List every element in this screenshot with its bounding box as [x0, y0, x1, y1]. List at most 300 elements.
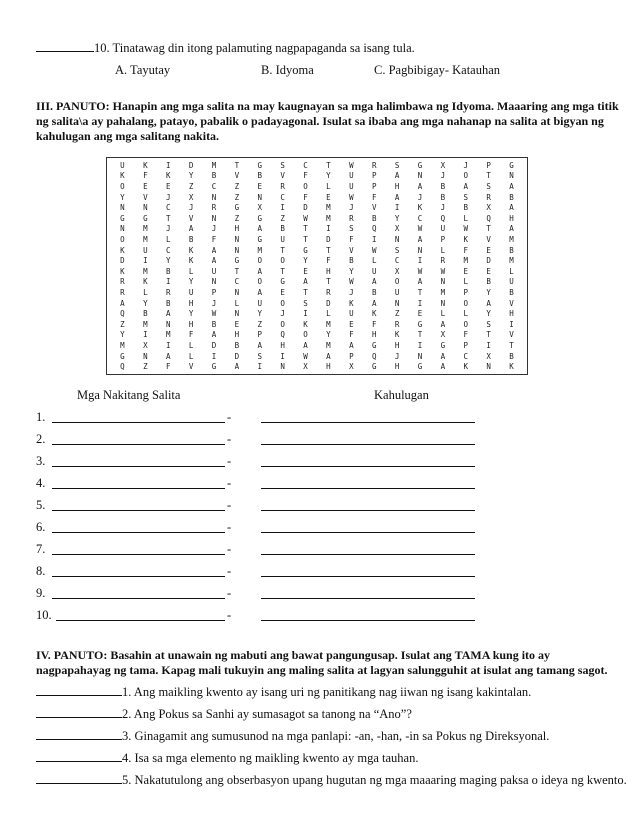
grid-letter: P — [211, 287, 217, 297]
grid-letter: U — [257, 298, 263, 308]
grid-letter: E — [463, 266, 469, 276]
grid-letter: N — [234, 245, 240, 255]
grid-letter: M — [326, 340, 331, 350]
grid-letter: B — [486, 277, 491, 287]
grid-letter: V — [486, 234, 491, 244]
statement-text: 4. Isa sa mga elemento ng maikling kwento ay mga tauhan. — [122, 751, 419, 765]
grid-letter: O — [280, 298, 285, 308]
grid-letter: Q — [371, 351, 377, 361]
meaning-blank[interactable] — [261, 410, 475, 423]
grid-letter: W — [440, 266, 446, 276]
grid-letter: N — [394, 298, 400, 308]
answer-row — [36, 432, 232, 447]
grid-letter: M — [509, 234, 514, 244]
question-10 — [36, 39, 415, 56]
answer-row — [36, 586, 232, 601]
grid-letter: U — [349, 171, 354, 181]
grid-letter: R — [211, 203, 217, 213]
answer-row — [36, 476, 232, 491]
grid-letter: N — [165, 319, 171, 329]
found-word-blank[interactable] — [52, 476, 225, 489]
grid-letter: S — [349, 224, 354, 234]
grid-letter: N — [440, 298, 446, 308]
grid-letter: U — [211, 266, 217, 276]
grid-letter: X — [486, 203, 491, 213]
grid-letter: G — [509, 160, 514, 170]
grid-letter: F — [326, 256, 331, 266]
grid-letter: N — [417, 245, 423, 255]
answer-blank[interactable] — [36, 772, 122, 784]
grid-letter: C — [280, 192, 285, 202]
grid-letter: F — [303, 171, 308, 181]
grid-letter: M — [120, 340, 125, 350]
grid-letter: L — [371, 256, 377, 266]
grid-letter: W — [349, 192, 354, 202]
grid-letter: Q — [440, 213, 446, 223]
answer-blank[interactable] — [36, 706, 122, 718]
grid-letter: H — [234, 330, 240, 340]
grid-letter: G — [257, 234, 263, 244]
grid-letter: R — [394, 319, 400, 329]
grid-letter: T — [280, 245, 285, 255]
answer-blank[interactable] — [36, 39, 94, 52]
grid-letter: J — [349, 203, 354, 213]
grid-letter: U — [143, 245, 148, 255]
grid-letter: R — [165, 287, 171, 297]
grid-letter: G — [120, 351, 125, 361]
row-dash: - — [227, 586, 232, 600]
grid-letter: C — [234, 277, 240, 287]
grid-letter: H — [394, 340, 400, 350]
grid-letter: G — [143, 213, 148, 223]
meaning-blank[interactable] — [261, 564, 475, 577]
grid-letter: X — [257, 203, 263, 213]
grid-letter: T — [486, 330, 491, 340]
grid-letter: D — [326, 298, 331, 308]
grid-letter: O — [303, 330, 308, 340]
grid-letter: B — [211, 171, 217, 181]
answer-row — [36, 608, 232, 623]
grid-letter: O — [280, 256, 285, 266]
grid-letter: L — [463, 309, 469, 319]
grid-letter: N — [417, 351, 423, 361]
grid-letter: F — [349, 234, 354, 244]
found-word-blank[interactable] — [56, 608, 225, 621]
grid-letter: Y — [188, 277, 194, 287]
grid-letter: K — [165, 171, 171, 181]
grid-letter: K — [188, 256, 194, 266]
grid-letter: G — [440, 340, 446, 350]
grid-letter: Y — [120, 192, 125, 202]
grid-letter: I — [257, 362, 263, 372]
grid-letter: S — [486, 181, 491, 191]
grid-letter: D — [303, 203, 308, 213]
grid-letter: A — [211, 330, 217, 340]
grid-letter: V — [188, 213, 194, 223]
grid-letter: K — [120, 171, 125, 181]
grid-letter: C — [165, 203, 171, 213]
grid-letter: F — [211, 234, 217, 244]
grid-letter: F — [349, 330, 354, 340]
grid-letter: R — [371, 160, 377, 170]
grid-letter: P — [257, 330, 263, 340]
option-a: A. Tayutay — [115, 63, 171, 77]
grid-letter: O — [280, 319, 285, 329]
grid-letter: A — [188, 224, 194, 234]
grid-letter: O — [257, 277, 263, 287]
row-number: 2. — [36, 432, 46, 446]
row-dash: - — [227, 498, 232, 512]
grid-letter: L — [188, 266, 194, 276]
grid-letter: M — [509, 256, 514, 266]
grid-letter: L — [440, 245, 446, 255]
grid-letter: G — [280, 277, 285, 287]
word-search-grid — [106, 157, 528, 375]
found-word-blank[interactable] — [52, 498, 225, 511]
grid-letter: L — [143, 287, 148, 297]
grid-letter: Z — [234, 213, 240, 223]
grid-letter: H — [326, 362, 331, 372]
grid-letter: N — [234, 309, 240, 319]
grid-letter: L — [188, 351, 194, 361]
grid-letter: O — [257, 256, 263, 266]
grid-letter: W — [349, 160, 354, 170]
answer-row — [36, 454, 232, 469]
section-4-instructions: IV. PANUTO: Basahin at unawain ng mabuti ang bawat pangungusap. Isulat ang TAMA kung ito ay nagpapahayag ng tama. Kapag mali tukuyin ang maling salita at lagyan salungguhit at isulat ang tamang sagot. — [36, 648, 608, 677]
grid-letter: T — [280, 266, 285, 276]
grid-letter: F — [303, 192, 308, 202]
grid-letter: I — [165, 340, 171, 350]
grid-letter: L — [188, 340, 194, 350]
grid-letter: F — [371, 192, 377, 202]
statement-item — [36, 728, 549, 744]
grid-letter: I — [303, 309, 308, 319]
grid-letter: B — [165, 266, 171, 276]
grid-letter: L — [463, 277, 469, 287]
grid-letter: A — [440, 362, 446, 372]
statement-text: 3. Ginagamit ang sumusunod na mga panlapi: -an, -han, -in sa Pokus ng Direksyonal. — [122, 729, 550, 743]
grid-letter: K — [143, 277, 148, 287]
grid-letter: M — [143, 234, 148, 244]
grid-letter: B — [440, 192, 446, 202]
grid-letter: J — [394, 351, 400, 361]
found-word-blank[interactable] — [52, 586, 225, 599]
grid-letter: X — [143, 340, 148, 350]
row-number: 4. — [36, 476, 46, 490]
grid-letter: Z — [280, 213, 285, 223]
row-number: 10. — [36, 608, 52, 622]
grid-letter: N — [257, 192, 263, 202]
meaning-blank[interactable] — [261, 432, 475, 445]
grid-letter: B — [349, 256, 354, 266]
option-c: C. Pagbibigay- Katauhan — [374, 63, 501, 77]
grid-letter: Q — [120, 309, 125, 319]
grid-letter: A — [417, 181, 423, 191]
grid-letter: S — [463, 192, 469, 202]
grid-letter: K — [509, 362, 514, 372]
grid-letter: O — [463, 298, 469, 308]
grid-letter: C — [463, 351, 469, 361]
grid-letter: U — [188, 287, 194, 297]
option-b: B. Idyoma — [261, 63, 314, 77]
grid-letter: T — [486, 171, 491, 181]
grid-letter: N — [486, 362, 491, 372]
row-number: 6. — [36, 520, 46, 534]
grid-letter: Y — [349, 266, 354, 276]
grid-letter: E — [349, 319, 354, 329]
found-word-blank[interactable] — [52, 564, 225, 577]
grid-letter: J — [165, 192, 171, 202]
grid-letter: B — [463, 203, 469, 213]
grid-letter: J — [211, 224, 217, 234]
grid-letter: D — [234, 351, 240, 361]
grid-letter: I — [509, 319, 514, 329]
grid-letter: B — [257, 171, 263, 181]
grid-letter: Z — [143, 362, 148, 372]
grid-letter: B — [509, 245, 514, 255]
grid-letter: E — [486, 266, 491, 276]
row-number: 8. — [36, 564, 46, 578]
grid-letter: L — [440, 309, 446, 319]
grid-letter: V — [349, 245, 354, 255]
grid-letter: T — [165, 213, 171, 223]
grid-letter: G — [371, 340, 377, 350]
found-word-blank[interactable] — [52, 542, 225, 555]
grid-letter: I — [326, 224, 331, 234]
grid-letter: N — [211, 213, 217, 223]
row-dash: - — [227, 454, 232, 468]
grid-letter: C — [165, 245, 171, 255]
grid-letter: P — [371, 181, 377, 191]
grid-letter: U — [349, 181, 354, 191]
grid-letter: X — [303, 362, 308, 372]
grid-letter: E — [486, 245, 491, 255]
grid-letter: W — [463, 224, 469, 234]
answer-row — [36, 564, 232, 579]
grid-letter: W — [371, 245, 377, 255]
grid-letter: U — [394, 287, 400, 297]
grid-letter: K — [463, 234, 469, 244]
grid-letter: R — [120, 277, 125, 287]
grid-letter: P — [486, 160, 491, 170]
question-text: Tinatawag din itong palamuting nagpapaganda sa isang tula. — [112, 41, 415, 55]
grid-letter: N — [417, 171, 423, 181]
grid-letter: E — [143, 181, 148, 191]
grid-letter: Y — [303, 256, 308, 266]
grid-letter: G — [417, 319, 423, 329]
meaning-blank[interactable] — [261, 454, 475, 467]
grid-letter: U — [349, 309, 354, 319]
grid-letter: I — [165, 160, 171, 170]
grid-letter: T — [509, 340, 514, 350]
answer-blank[interactable] — [36, 750, 122, 762]
grid-letter: N — [234, 287, 240, 297]
statement-item — [36, 684, 531, 700]
grid-letter: V — [234, 171, 240, 181]
grid-letter: J — [165, 224, 171, 234]
grid-letter: E — [303, 266, 308, 276]
grid-letter: J — [463, 160, 469, 170]
grid-letter: G — [417, 362, 423, 372]
grid-letter: N — [280, 362, 285, 372]
grid-letter: R — [326, 287, 331, 297]
grid-letter: L — [234, 298, 240, 308]
question-number: 10. — [94, 41, 110, 55]
grid-letter: L — [326, 309, 331, 319]
statement-item — [36, 750, 418, 766]
grid-letter: S — [257, 351, 263, 361]
grid-letter: T — [486, 224, 491, 234]
grid-letter: K — [303, 319, 308, 329]
grid-letter: W — [417, 224, 423, 234]
row-dash: - — [227, 608, 232, 622]
grid-letter: Y — [257, 309, 263, 319]
grid-letter: I — [143, 330, 148, 340]
grid-letter: I — [280, 351, 285, 361]
answer-blank[interactable] — [36, 684, 122, 696]
grid-letter: M — [211, 160, 217, 170]
answer-blank[interactable] — [36, 728, 122, 740]
grid-letter: R — [486, 192, 491, 202]
grid-letter: K — [120, 266, 125, 276]
meaning-blank[interactable] — [261, 586, 475, 599]
row-number: 1. — [36, 410, 46, 424]
grid-letter: U — [440, 224, 446, 234]
grid-letter: C — [211, 181, 217, 191]
grid-letter: T — [234, 160, 240, 170]
grid-letter: A — [303, 277, 308, 287]
grid-letter: H — [188, 319, 194, 329]
statement-text: 5. Nakatutulong ang obserbasyon upang hugutan ng mga maaaring maging paksa o ideya ng kwento. — [122, 773, 627, 787]
grid-letter: I — [394, 203, 400, 213]
grid-letter: G — [303, 245, 308, 255]
grid-letter: A — [509, 181, 514, 191]
meaning-blank[interactable] — [261, 542, 475, 555]
grid-letter: N — [211, 277, 217, 287]
grid-letter: K — [143, 160, 148, 170]
grid-letter: R — [440, 256, 446, 266]
section-3-instructions: III. PANUTO: Hanapin ang mga salita na may kaugnayan sa mga halimbawa ng Idyoma. Maaaring ang mga titik ng salita\a ay pahalang, patayo, pabalik o padayagonal. Isulat sa ibaba ang mga nahanap na salita at bigyan ng kahulugan ang mga salitang nakita. — [36, 99, 619, 143]
grid-letter: A — [257, 340, 263, 350]
grid-letter: M — [165, 330, 171, 340]
grid-letter: K — [394, 330, 400, 340]
grid-letter: E — [417, 309, 423, 319]
found-word-blank[interactable] — [52, 432, 225, 445]
grid-letter: X — [394, 266, 400, 276]
statement-text: 2. Ang Pokus sa Sanhi ay sumasagot sa tanong na “Ano”? — [122, 707, 412, 721]
grid-letter: S — [394, 245, 400, 255]
grid-letter: V — [509, 330, 514, 340]
grid-letter: R — [120, 287, 125, 297]
grid-letter: Y — [143, 298, 148, 308]
grid-letter: U — [120, 160, 125, 170]
grid-letter: Z — [234, 181, 240, 191]
meaning-blank[interactable] — [261, 520, 475, 533]
grid-letter: T — [303, 287, 308, 297]
grid-letter: A — [509, 224, 514, 234]
grid-letter: Y — [120, 330, 125, 340]
grid-letter: I — [143, 256, 148, 266]
grid-letter: H — [234, 224, 240, 234]
answer-row — [36, 520, 232, 535]
grid-letter: V — [280, 171, 285, 181]
grid-letter: A — [417, 234, 423, 244]
grid-letter: E — [234, 319, 240, 329]
grid-letter: M — [463, 256, 469, 266]
meaning-blank[interactable] — [261, 498, 475, 511]
grid-letter: O — [303, 181, 308, 191]
grid-letter: B — [211, 319, 217, 329]
row-number: 5. — [36, 498, 46, 512]
grid-letter: I — [486, 340, 491, 350]
grid-letter: K — [349, 298, 354, 308]
grid-letter: B — [165, 298, 171, 308]
grid-letter: Y — [326, 171, 331, 181]
grid-letter: B — [143, 309, 148, 319]
grid-letter: W — [303, 351, 308, 361]
grid-letter: O — [120, 234, 125, 244]
grid-letter: E — [257, 181, 263, 191]
found-word-blank[interactable] — [52, 454, 225, 467]
grid-letter: B — [371, 287, 377, 297]
grid-letter: Q — [120, 362, 125, 372]
grid-letter: H — [280, 340, 285, 350]
grid-letter: A — [349, 340, 354, 350]
grid-letter: G — [257, 160, 263, 170]
grid-letter: Q — [371, 224, 377, 234]
grid-letter: A — [211, 245, 217, 255]
grid-letter: G — [120, 213, 125, 223]
grid-letter: G — [417, 160, 423, 170]
grid-letter: N — [509, 171, 514, 181]
grid-letter: F — [463, 245, 469, 255]
grid-letter: M — [143, 319, 148, 329]
grid-letter: G — [211, 362, 217, 372]
grid-letter: N — [394, 234, 400, 244]
grid-letter: A — [417, 277, 423, 287]
grid-letter: B — [234, 340, 240, 350]
grid-letter: A — [394, 171, 400, 181]
grid-letter: U — [371, 266, 377, 276]
row-dash: - — [227, 432, 232, 446]
grid-letter: M — [326, 213, 331, 223]
row-number: 3. — [36, 454, 46, 468]
row-number: 7. — [36, 542, 46, 556]
grid-letter: K — [120, 245, 125, 255]
grid-letter: I — [211, 351, 217, 361]
grid-letter: I — [165, 277, 171, 287]
grid-letter: J — [349, 287, 354, 297]
grid-letter: M — [326, 319, 331, 329]
grid-letter: I — [417, 256, 423, 266]
grid-letter: G — [257, 213, 263, 223]
meaning-blank[interactable] — [261, 608, 475, 621]
found-word-blank[interactable] — [52, 520, 225, 533]
found-word-blank[interactable] — [52, 410, 225, 423]
grid-letter: X — [188, 192, 194, 202]
grid-letter: Y — [165, 256, 171, 266]
grid-letter: S — [280, 160, 285, 170]
grid-letter: E — [280, 287, 285, 297]
answer-row — [36, 542, 232, 557]
grid-letter: R — [280, 181, 285, 191]
grid-letter: G — [234, 203, 240, 213]
grid-letter: C — [394, 256, 400, 266]
grid-letter: Y — [188, 309, 194, 319]
grid-letter: H — [326, 266, 331, 276]
grid-letter: A — [509, 203, 514, 213]
meaning-blank[interactable] — [261, 476, 475, 489]
